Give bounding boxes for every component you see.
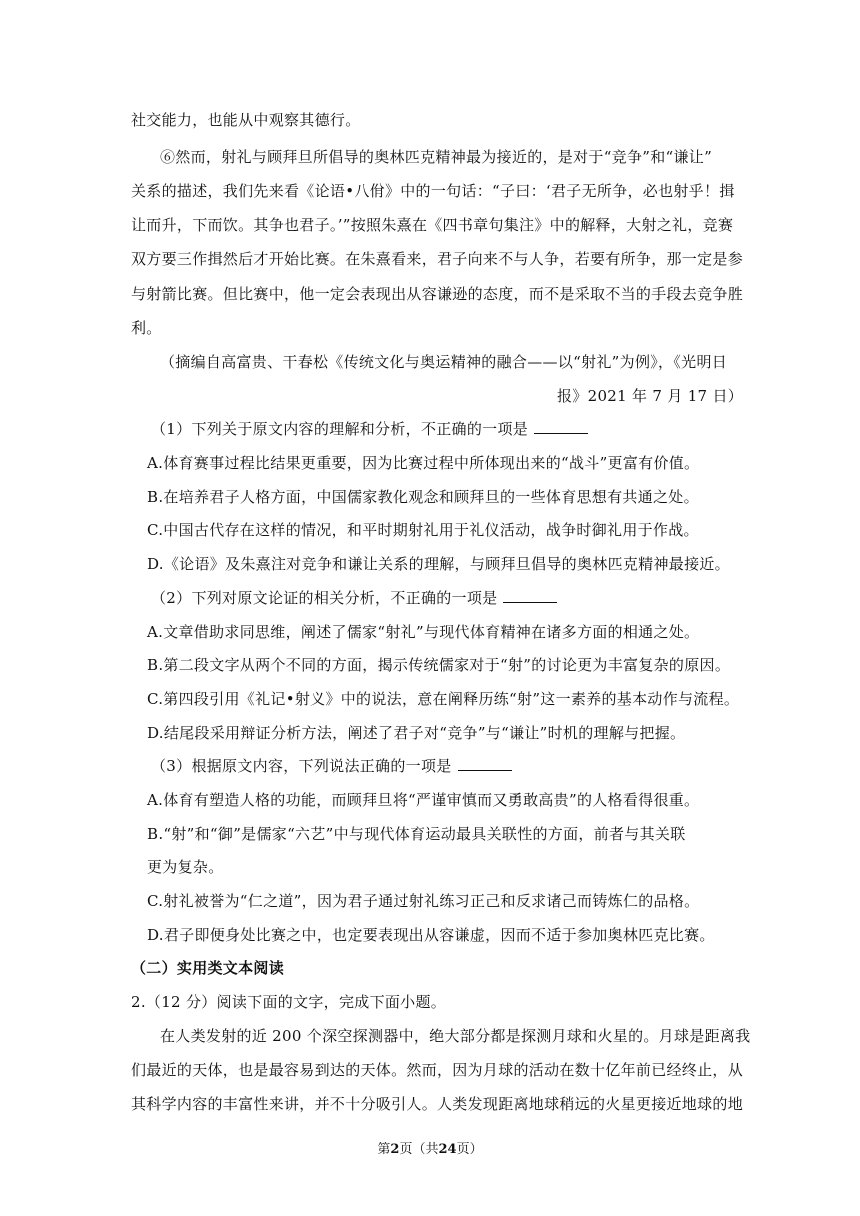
option-b: B.第二段文字从两个不同的方面，揭示传统儒家对于“射”的讨论更为丰富复杂的原因。 [147,656,731,674]
footer-suffix: 页） [456,1142,483,1157]
footer-page-number: 2 [390,1142,400,1157]
answer-blank [458,756,512,771]
footer-middle: 页（共 [399,1142,439,1157]
citation-line: 报》2021 年 7 月 17 日） [557,387,744,405]
footer-total-pages: 24 [438,1142,457,1157]
paragraph-line: 社交能力，也能从中观察其德行。 [131,111,361,129]
paragraph-line: 在人类发射的近 200 个深空探测器中，绝大部分都是探测月球和火星的。月球是距离我 [160,1027,751,1045]
paragraph-line: 其科学内容的丰富性来讲，并不十分吸引人。人类发现距离地球稍远的火星更接近地球的地 [131,1095,744,1113]
citation-line: （摘编自高富贵、干春松《传统文化与奥运精神的融合——以“射礼”为例》，《光明日 [160,353,728,371]
paragraph-line: 双方要三作揖然后才开始比赛。在朱熹看来，君子向来不与人争，若要有所争，那一定是参 [131,250,744,268]
option-a: A.文章借助求同思维，阐述了儒家“射礼”与现代体育精神在诸多方面的相通之处。 [147,623,700,641]
question-text: （3）根据原文内容，下列说法正确的一项是 [151,757,452,775]
option-c: C.中国古代存在这样的情况，和平时期射礼用于礼仪活动，战争时御礼用于作战。 [147,521,699,539]
option-a: A.体育赛事过程比结果更重要，因为比赛过程中所体现出来的“战斗”更富有价值。 [147,454,700,472]
option-c: C.射礼被誉为“仁之道”，因为君子通过射礼练习正己和反求诸己而铸炼仁的品格。 [147,892,700,910]
paragraph-line: 与射箭比赛。但比赛中，他一定会表现出从容谦逊的态度，而不是采取不当的手段去竞争胜 [131,285,744,303]
question-text: （2）下列对原文论证的相关分析，不正确的一项是 [151,589,498,607]
option-d: D.《论语》及朱熹注对竞争和谦让关系的理解，与顾拜旦倡导的奥林匹克精神最接近。 [147,555,730,573]
paragraph-line: 们最近的天体，也是最容易到达的天体。然而，因为月球的活动在数十亿年前已经终止，从 [131,1061,744,1079]
question-stem [151,588,557,608]
question-text: （1）下列关于原文内容的理解和分析，不正确的一项是 [151,420,529,438]
option-b: B.在培养君子人格方面，中国儒家教化观念和顾拜旦的一些体育思想有共通之处。 [147,488,699,506]
section-heading: （二）实用类文本阅读 [131,959,285,977]
option-d: D.结尾段采用辩证分析方法，阐述了君子对“竞争”与“谦让”时机的理解与把握。 [147,724,686,742]
paragraph-line: 关系的描述，我们先来看《论语•八佾》中的一句话：“子曰：‘君子无所争，必也射乎！揖 [131,182,735,200]
option-d: D.君子即便身处比赛之中，也定要表现出从容谦虚，因而不适于参加奥林匹克比赛。 [147,926,715,944]
option-a: A.体育有塑造人格的功能，而顾拜旦将“严谨审慎而又勇敢高贵”的人格看得很重。 [147,791,700,809]
option-b: B.“射”和“御”是儒家“六艺”中与现代体育运动最具关联性的方面，前者与其关联 [147,825,686,843]
question-header: 2.（12 分）阅读下面的文字，完成下面小题。 [131,993,447,1011]
option-c: C.第四段引用《礼记•射义》中的说法，意在阐释历练“射”这一素养的基本动作与流程。 [147,690,740,708]
paragraph-line: ⑥然而，射礼与顾拜旦所倡导的奥林匹克精神最为接近的，是对于“竞争”和“谦让” [160,148,713,166]
answer-blank [503,588,557,603]
paragraph-line: 让而升，下而饮。其争也君子。’”按照朱熹在《四书章句集注》中的解释，大射之礼，竞赛 [131,216,734,234]
answer-blank [534,419,588,434]
option-b-continued: 更为复杂。 [147,858,224,876]
page-footer [0,1141,860,1159]
footer-prefix: 第 [377,1142,391,1157]
paragraph-line: 利。 [131,319,162,337]
question-stem [151,419,588,439]
question-stem [151,756,512,776]
